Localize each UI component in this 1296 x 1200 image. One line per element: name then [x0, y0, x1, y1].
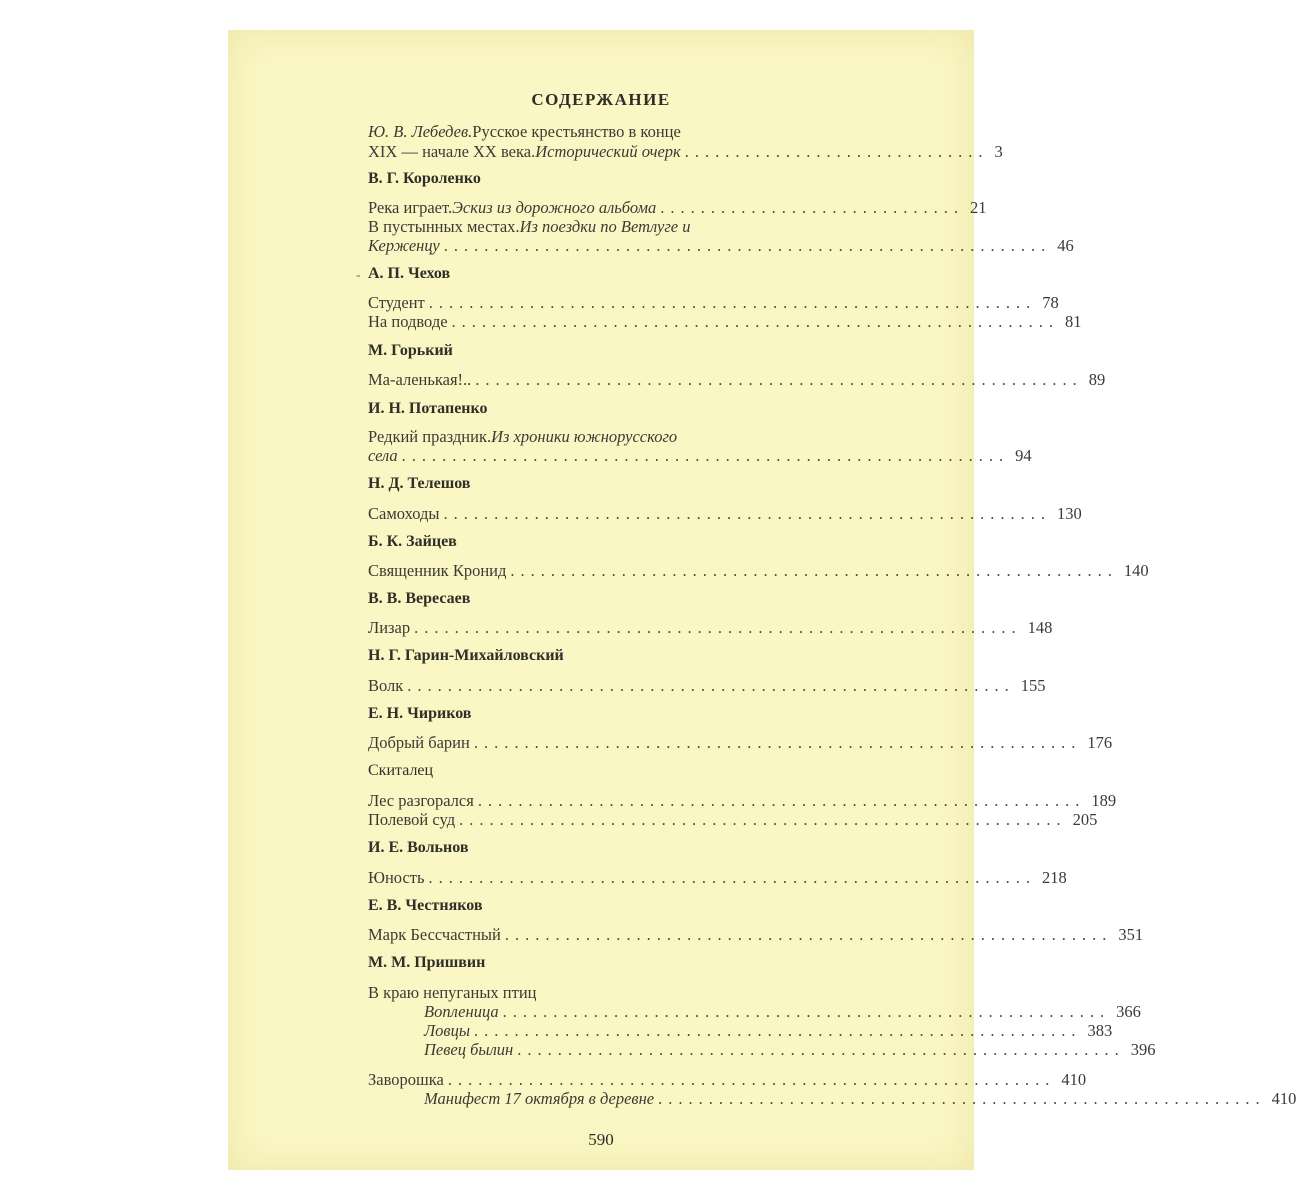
entry-title: Добрый барин — [368, 733, 470, 752]
author-heading: В. Г. Короленко — [368, 170, 481, 187]
entry-page: 140 — [1123, 561, 1149, 580]
toc-entry-line2 — [368, 446, 1032, 466]
leader-dots: ............................................................ — [443, 504, 1051, 523]
entry-author: Ю. В. Лебедев. — [368, 122, 473, 141]
toc-entry-line2 — [368, 236, 1074, 256]
entry-page: 383 — [1087, 1021, 1113, 1040]
toc-entry — [368, 733, 1113, 753]
entry-subtitle: Керженцу — [368, 236, 440, 255]
entry-title: Река играет. — [368, 198, 453, 217]
entry-title: Лизар — [368, 618, 411, 637]
toc-entry — [368, 504, 1082, 524]
page-number: 590 — [588, 1130, 614, 1149]
entry-title: Заворошка — [368, 1070, 444, 1089]
author-heading: В. В. Вересаев — [368, 590, 471, 607]
entry-title: Марк Бессчастный — [368, 925, 501, 944]
entry-title: Самоходы — [368, 504, 440, 523]
entry-page: 94 — [1015, 446, 1032, 465]
author-heading: И. Е. Вольнов — [368, 839, 469, 856]
entry-subtitle: Исторический очерк — [535, 142, 681, 161]
author-heading: М. Горький — [368, 342, 453, 359]
entry-title: Лес разгорался — [368, 791, 474, 810]
entry-title: В пустынных местах. — [368, 217, 520, 236]
entry-page: 410 — [1061, 1070, 1087, 1089]
toc-section-title: В краю непуганых птиц — [368, 983, 537, 1002]
entry-page: 3 — [994, 142, 1003, 161]
entry-subtitle: Из поездки по Ветлуге и — [519, 217, 691, 236]
entry-page: 46 — [1057, 236, 1074, 255]
toc-subentry — [424, 1040, 1156, 1060]
entry-title: Манифест 17 октября в деревне — [424, 1089, 655, 1108]
leader-dots: ............................................................ — [451, 312, 1060, 331]
entry-page: 218 — [1042, 868, 1067, 887]
leader-dots: .............................. — [660, 198, 965, 217]
entry-title: Ма-аленькая!.. — [368, 370, 472, 389]
entry-title: Священник Кронид — [368, 561, 507, 580]
toc-entry — [368, 618, 1053, 638]
entry-title: Певец былин — [424, 1040, 514, 1059]
entry-title: Полевой суд — [368, 810, 456, 829]
toc-subentry — [424, 1021, 1113, 1041]
entry-page: 148 — [1027, 618, 1053, 637]
leader-dots: ............................................................ — [443, 236, 1052, 255]
leader-dots: ............................................................ — [504, 925, 1113, 944]
toc-entry — [368, 312, 1082, 332]
entry-subtitle: Из хроники южнорусского — [491, 427, 678, 446]
leader-dots: ............................................................ — [658, 1089, 1266, 1108]
author-heading: Е. В. Честняков — [368, 897, 483, 914]
entry-title: Редкий праздник. — [368, 427, 492, 446]
entry-page: 351 — [1118, 925, 1144, 944]
leader-dots: ............................................................ — [401, 446, 1010, 465]
toc-subentry — [424, 1002, 1141, 1022]
toc-entry — [368, 561, 1149, 581]
page-title: СОДЕРЖАНИЕ — [531, 90, 671, 109]
entry-title: XIX — начале XX века. — [368, 142, 536, 161]
entry-page: 410 — [1271, 1089, 1296, 1108]
entry-title: Волк — [368, 676, 404, 695]
author-heading: Е. Н. Чириков — [368, 705, 472, 722]
author-heading: Скиталец — [368, 762, 434, 779]
author-heading: Н. Г. Гарин-Михайловский — [368, 647, 564, 664]
leader-dots: ............................................................ — [414, 618, 1022, 637]
toc-entry — [368, 198, 987, 218]
leader-dots: .............................. — [684, 142, 989, 161]
leader-dots: ............................................................ — [473, 733, 1082, 752]
book-page — [228, 30, 1296, 1170]
toc-entry — [368, 676, 1046, 696]
toc-entry — [368, 1070, 1087, 1090]
toc-entry — [368, 868, 1067, 888]
stray-mark: - — [356, 268, 361, 283]
author-heading: А. П. Чехов — [368, 265, 451, 282]
leader-dots: ............................................................ — [477, 791, 1086, 810]
entry-page: 155 — [1020, 676, 1046, 695]
leader-dots: ............................................................ — [459, 810, 1067, 829]
entry-page: 396 — [1130, 1040, 1156, 1059]
entry-page: 130 — [1057, 504, 1082, 523]
toc-entry — [368, 791, 1117, 811]
entry-title: Юность — [368, 868, 425, 887]
leader-dots: ............................................................ — [447, 1070, 1056, 1089]
entry-title: Русское крестьянство в конце — [472, 122, 681, 141]
leader-dots: ............................................................ — [428, 868, 1037, 887]
toc-entry — [368, 370, 1106, 390]
entry-page: 21 — [970, 198, 987, 217]
leader-dots: ............................................................ — [517, 1040, 1125, 1059]
entry-page: 81 — [1065, 312, 1082, 331]
author-heading: Н. Д. Телешов — [368, 475, 471, 492]
toc-entry-line1 — [368, 217, 1058, 237]
toc-subentry — [424, 1089, 1296, 1109]
entry-title: На подводе — [368, 312, 448, 331]
entry-page: 176 — [1087, 733, 1113, 752]
author-heading: И. Н. Потапенко — [368, 400, 488, 417]
entry-title: Студент — [368, 293, 425, 312]
leader-dots: ............................................................ — [474, 1021, 1082, 1040]
toc-entry-line1 — [368, 427, 1058, 447]
toc-entry — [368, 293, 1059, 313]
toc-entry — [368, 810, 1098, 830]
entry-page: 189 — [1091, 791, 1117, 810]
leader-dots: ............................................................ — [428, 293, 1037, 312]
toc-entry — [368, 925, 1144, 945]
entry-page: 366 — [1116, 1002, 1141, 1021]
author-heading: М. М. Пришвин — [368, 954, 486, 971]
entry-title: Ловцы — [424, 1021, 471, 1040]
entry-title: Вопленица — [424, 1002, 499, 1021]
toc-entry-intro-line2 — [368, 142, 1003, 162]
leader-dots: ............................................................ — [475, 370, 1083, 389]
leader-dots: ............................................................ — [510, 561, 1118, 580]
leader-dots: ............................................................ — [502, 1002, 1111, 1021]
toc-entry-intro-line1 — [368, 122, 1058, 142]
entry-page: 78 — [1042, 293, 1059, 312]
leader-dots: ............................................................ — [407, 676, 1015, 695]
entry-page: 89 — [1088, 370, 1106, 389]
entry-page: 205 — [1072, 810, 1098, 829]
author-heading: Б. К. Зайцев — [368, 533, 457, 550]
entry-subtitle: села — [368, 446, 398, 465]
entry-subtitle: Эскиз из дорожного альбома — [452, 198, 657, 217]
